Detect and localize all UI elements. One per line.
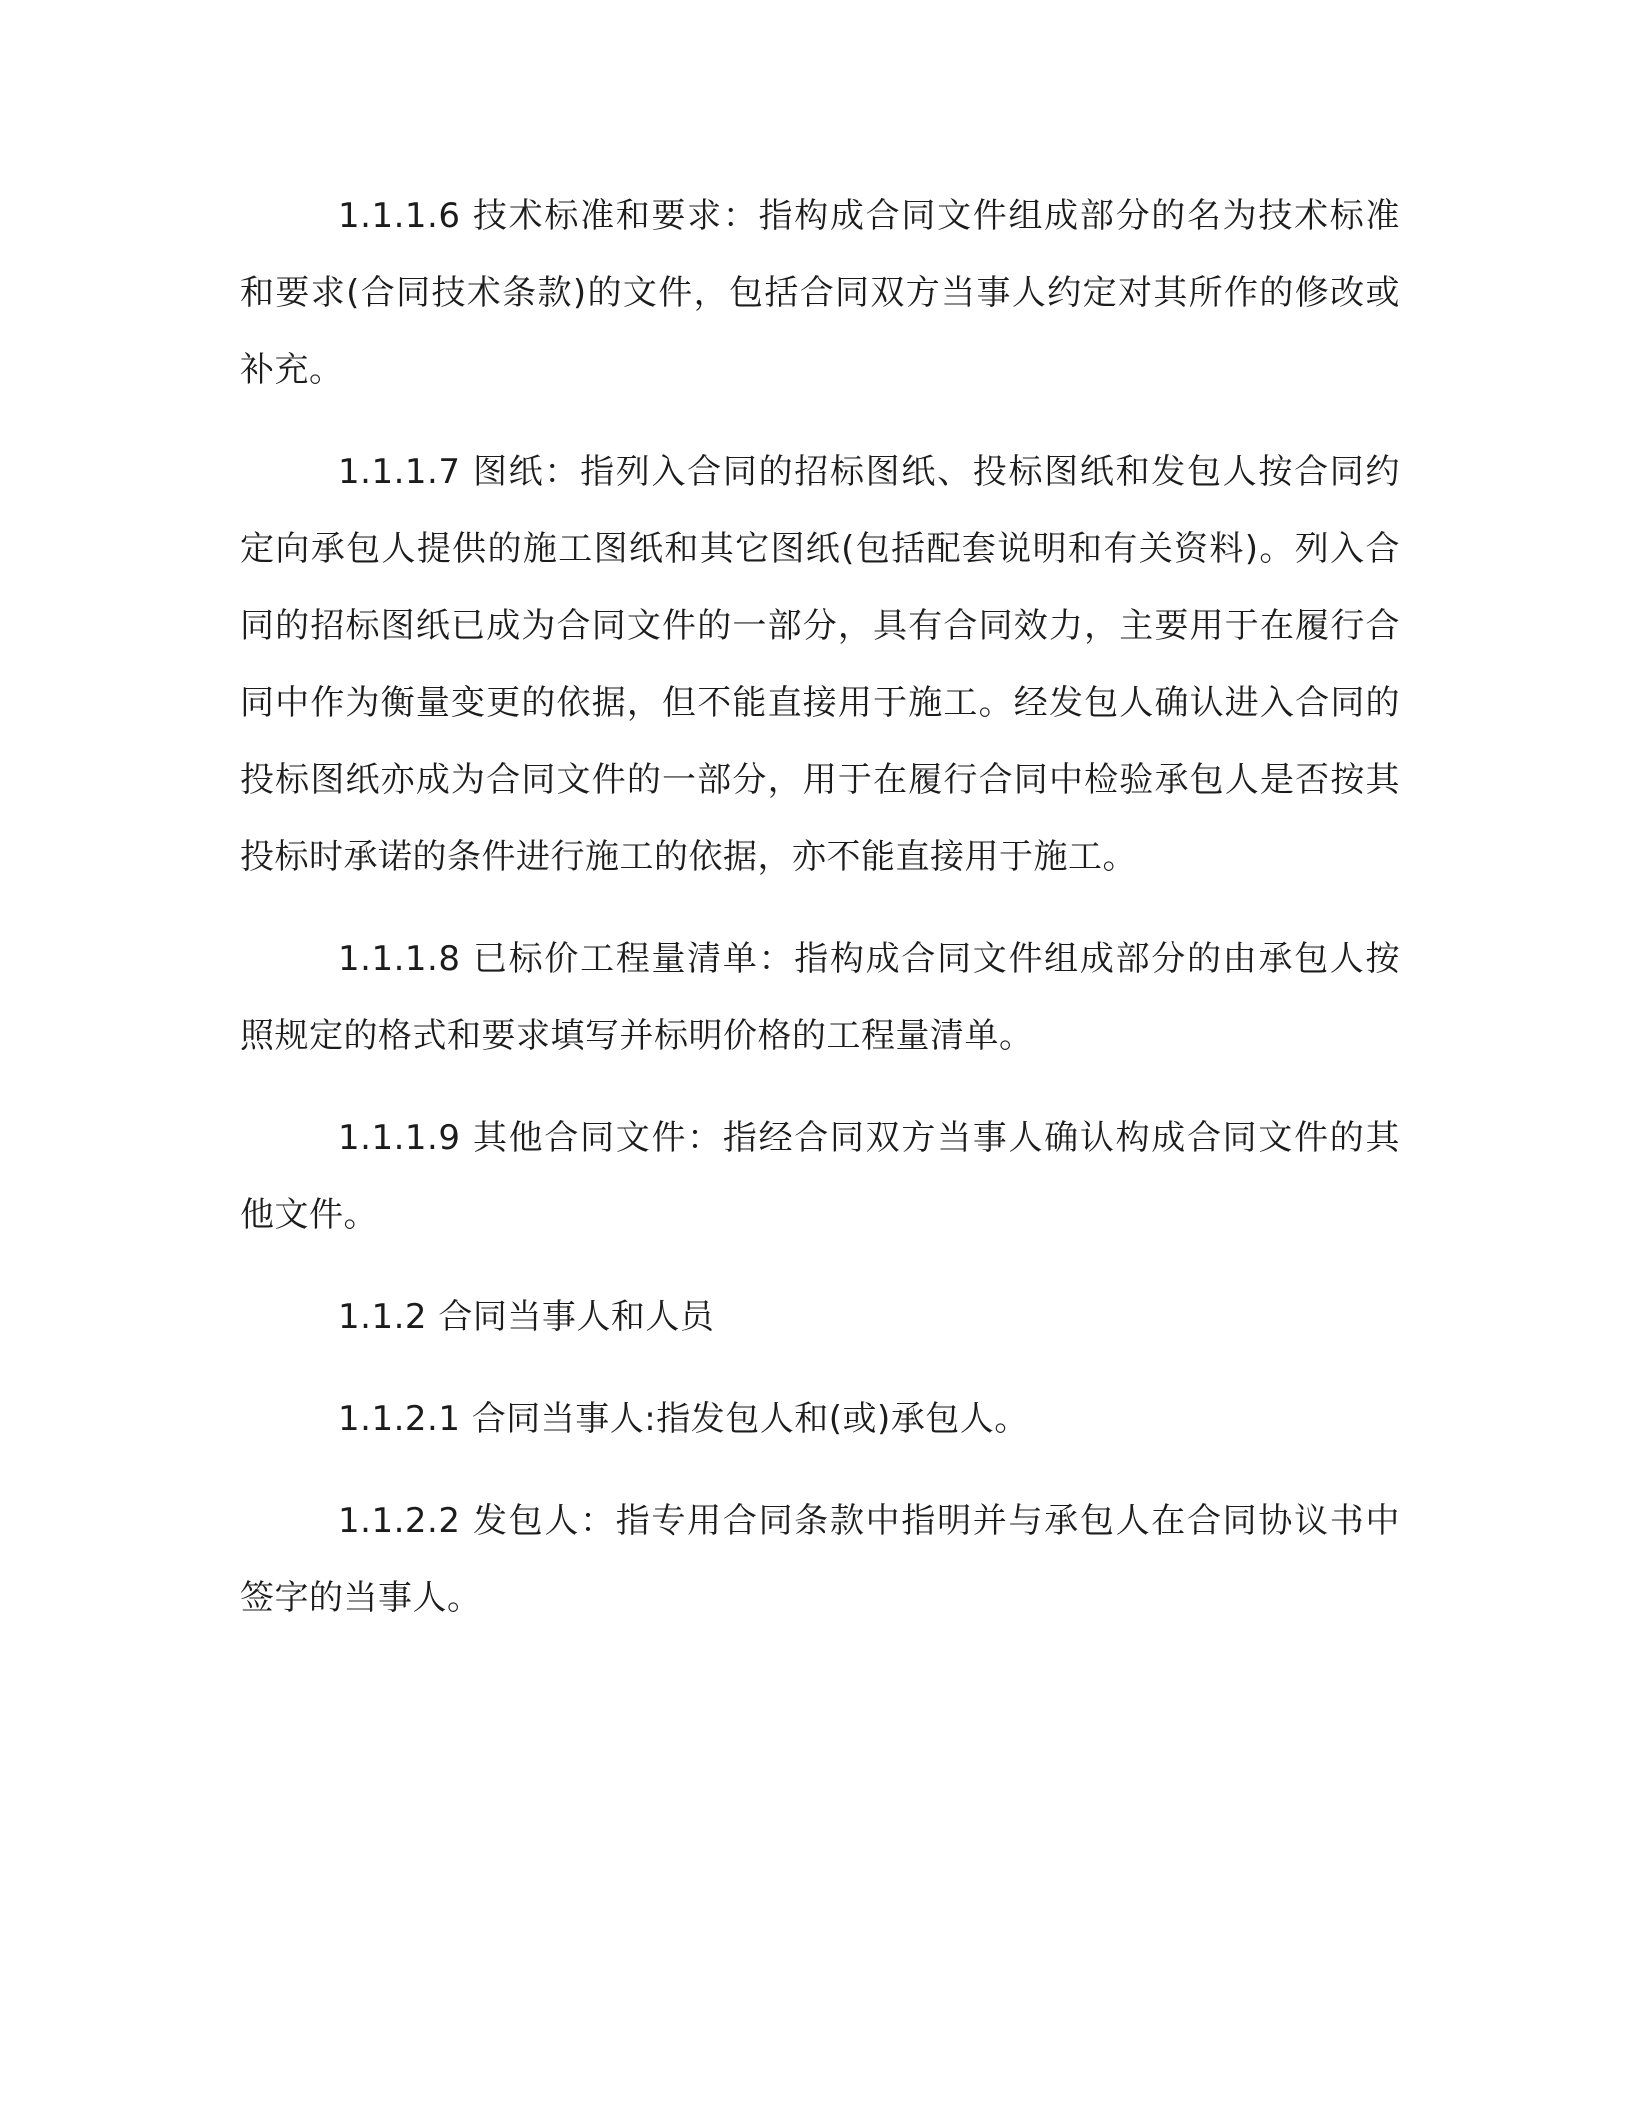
clause-1-1-1-8: 1.1.1.8 已标价工程量清单：指构成合同文件组成部分的由承包人按照规定的格式和要求填写并标明价格的工程量清单。 <box>240 939 1400 1056</box>
section-heading-1-1-2: 1.1.2 合同当事人和人员 <box>338 1297 715 1337</box>
clause-1-1-1-6: 1.1.1.6 技术标准和要求：指构成合同文件组成部分的名为技术标准和要求(合同技术条款)的文件，包括合同双方当事人约定对其所作的修改或补充。 <box>240 196 1400 390</box>
clause-1-1-2-1: 1.1.2.1 合同当事人:指发包人和(或)承包人。 <box>338 1399 1029 1439</box>
clause-1-1-1-9: 1.1.1.9 其他合同文件：指经合同双方当事人确认构成合同文件的其他文件。 <box>240 1118 1400 1235</box>
document-body <box>240 178 1400 1637</box>
clause-1-1-1-7: 1.1.1.7 图纸：指列入合同的招标图纸、投标图纸和发包人按合同约定向承包人提供的施工图纸和其它图纸(包括配套说明和有关资料)。列入合同的招标图纸已成为合同文件的一部分，具有合同效力，主要用于在履行合同中作为衡量变更的依据，但不能直接用于施工。经发包人确认进入合同的投标图纸亦成为合同文件的一部分，用于在履行合同中检验承包人是否按其投标时承诺的条件进行施工的依据，亦不能直接用于施工。 <box>240 452 1400 877</box>
clause-1-1-2-2: 1.1.2.2 发包人：指专用合同条款中指明并与承包人在合同协议书中签字的当事人。 <box>240 1501 1400 1618</box>
